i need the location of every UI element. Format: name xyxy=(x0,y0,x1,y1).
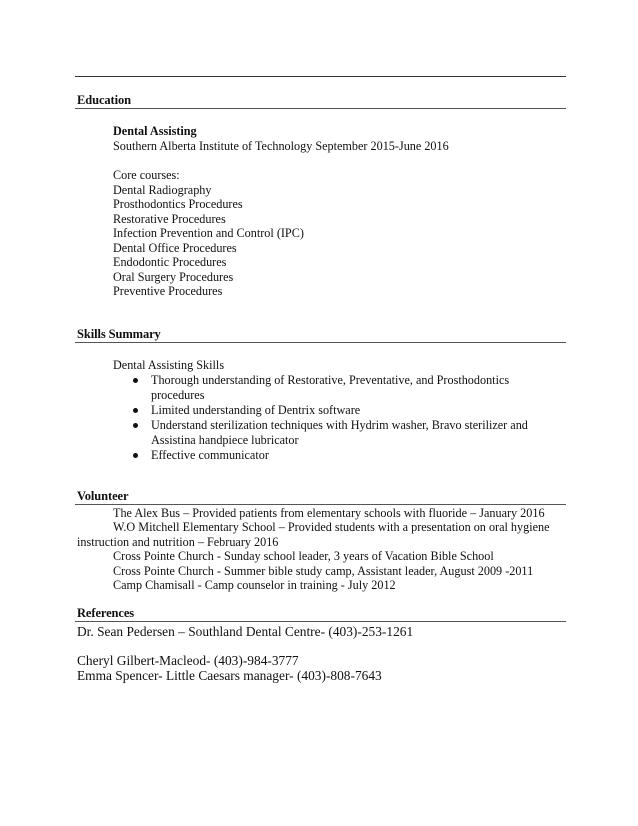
core-courses-label: Core courses: xyxy=(113,168,180,182)
course-item: Dental Office Procedures xyxy=(113,241,237,255)
course-item: Prosthodontics Procedures xyxy=(113,197,243,211)
volunteer-line: Cross Pointe Church - Sunday school leader, 3 years of Vacation Bible School xyxy=(113,549,494,563)
skill-bullet xyxy=(131,418,528,448)
skills-subheading: Dental Assisting Skills xyxy=(113,358,225,372)
skill-bullet xyxy=(131,448,528,463)
volunteer-line: Cross Pointe Church - Summer bible study camp, Assistant leader, August 2009 -2011 xyxy=(113,564,534,578)
skill-text-cont: Assistina handpiece lubricator xyxy=(151,433,299,447)
reference-entry: Emma Spencer- Little Caesars manager- (403)-808-7643 xyxy=(77,668,382,683)
volunteer-line: The Alex Bus – Provided patients from elementary schools with fluoride – January 2016 xyxy=(113,506,545,520)
skill-text: Understand sterilization techniques with Hydrim washer, Bravo sterilizer and xyxy=(151,418,528,432)
education-divider xyxy=(75,108,566,109)
volunteer-line-cont: instruction and nutrition – February 2016 xyxy=(77,535,279,549)
reference-entry: Dr. Sean Pedersen – Southland Dental Centre- (403)-253-1261 xyxy=(77,624,414,639)
skill-text-cont: procedures xyxy=(151,388,205,402)
course-item: Dental Radiography xyxy=(113,183,212,197)
bullet-icon xyxy=(133,408,138,413)
course-item: Preventive Procedures xyxy=(113,284,223,298)
education-institution: Southern Alberta Institute of Technology September 2015-June 2016 xyxy=(113,139,449,153)
course-item: Infection Prevention and Control (IPC) xyxy=(113,226,304,240)
volunteer-heading: Volunteer xyxy=(77,489,129,503)
skill-text: Thorough understanding of Restorative, Preventative, and Prosthodontics xyxy=(151,373,510,387)
skills-heading: Skills Summary xyxy=(77,327,161,341)
skill-bullet xyxy=(131,403,528,418)
course-item: Endodontic Procedures xyxy=(113,255,227,269)
skills-bullet-list xyxy=(131,373,528,463)
volunteer-line: Camp Chamisall - Camp counselor in training - July 2012 xyxy=(113,578,396,592)
references-heading: References xyxy=(77,606,135,620)
reference-entry: Cheryl Gilbert-Macleod- (403)-984-3777 xyxy=(77,653,299,668)
bullet-icon xyxy=(133,453,138,458)
education-heading: Education xyxy=(77,93,131,107)
skill-text: Effective communicator xyxy=(151,448,269,462)
top-divider xyxy=(75,76,566,77)
course-item: Restorative Procedures xyxy=(113,212,226,226)
course-item: Oral Surgery Procedures xyxy=(113,270,234,284)
education-program: Dental Assisting xyxy=(113,124,197,138)
bullet-icon xyxy=(133,423,138,428)
references-divider xyxy=(75,621,566,622)
volunteer-divider xyxy=(75,504,566,505)
skill-bullet xyxy=(131,373,528,403)
skill-text: Limited understanding of Dentrix software xyxy=(151,403,361,417)
bullet-icon xyxy=(133,378,138,383)
volunteer-line: W.O Mitchell Elementary School – Provided students with a presentation on oral hygiene xyxy=(113,520,550,534)
skills-divider xyxy=(75,342,566,343)
